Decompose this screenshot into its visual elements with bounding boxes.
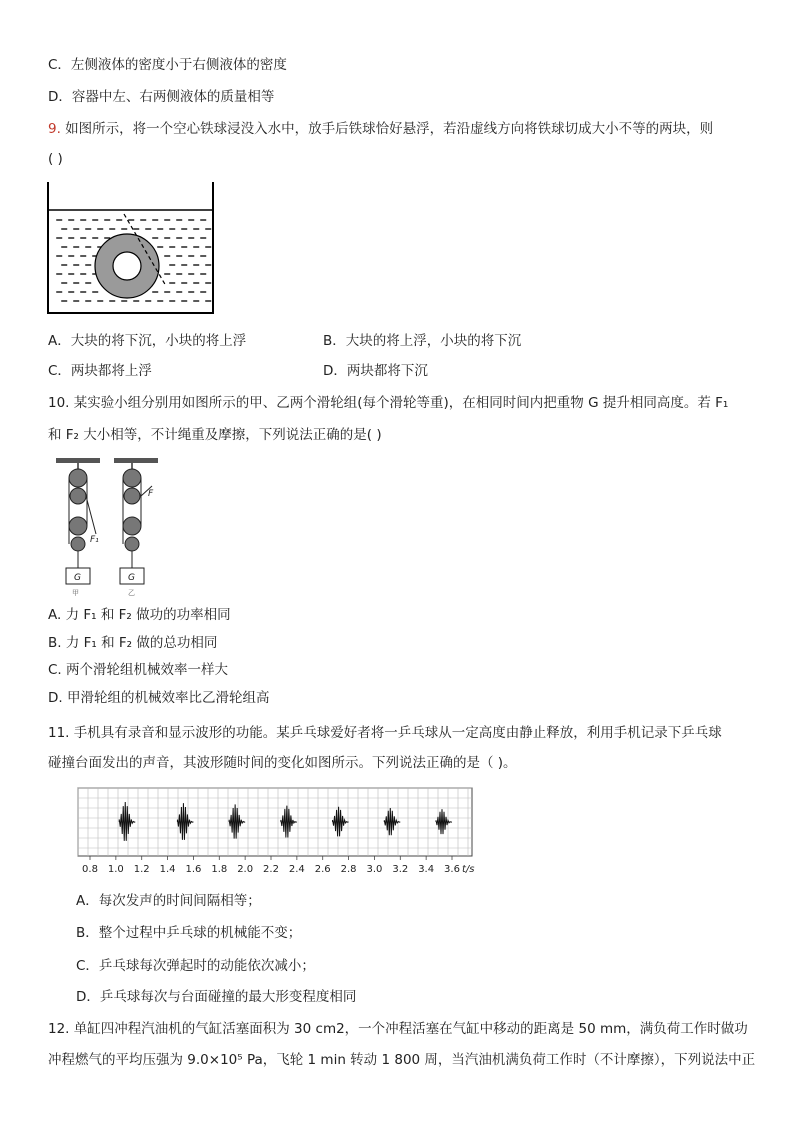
q9-stem-line2: ( ): [48, 151, 63, 167]
q9-stem-text: 如图所示，将一个空心铁球浸没入水中，放手后铁球恰好悬浮，若沿虚线方向将铁球切成大小不等的两块，则: [60, 121, 714, 137]
q10-option-c: C. 两个滑轮组机械效率一样大: [48, 662, 229, 678]
q10-right-load-label: G: [128, 573, 135, 583]
q11-axis-tick-label: 1.0: [107, 864, 124, 875]
q9-option-b: B．大块的将上浮，小块的将下沉: [323, 333, 522, 349]
q10-option-a: A. 力 F₁ 和 F₂ 做功的功率相同: [48, 607, 231, 623]
q11-axis-tick-label: 2.0: [237, 864, 254, 875]
q11-axis-tick-label: 2.2: [263, 864, 279, 875]
q11-axis-tick-label: 0.8: [82, 864, 98, 875]
q10-option-d: D. 甲滑轮组的机械效率比乙滑轮组高: [48, 690, 270, 706]
q8-option-d: D．容器中左、右两侧液体的质量相等: [48, 89, 275, 105]
q11-axis-tick-label: 1.8: [211, 864, 228, 875]
q10-option-b: B. 力 F₁ 和 F₂ 做的总功相同: [48, 635, 218, 651]
q10-right-force-label: F: [148, 489, 154, 499]
q11-option-c: C．乒乓球每次弹起时的动能依次减小；: [76, 958, 315, 974]
q11-axis-tick-label: 2.8: [340, 864, 357, 875]
q10-figure-pulley-systems: [52, 456, 170, 596]
q11-option-b: B．整个过程中乒乓球的机械能不变；: [76, 925, 302, 941]
q11-stem-line2: 碰撞台面发出的声音，其波形随时间的变化如图所示。下列说法正确的是（ )。: [48, 755, 517, 771]
q11-axis-tick-label: 2.4: [288, 864, 305, 875]
q11-axis-unit: t/s: [462, 864, 475, 875]
q9-stem-line1: [48, 119, 713, 139]
q9-option-d: D．两块都将下沉: [323, 363, 428, 379]
q12-stem-line2: 冲程燃气的平均压强为 9.0×10⁵ Pa，飞轮 1 min 转动 1 800 周，当汽油机满负荷工作时（不计摩擦），下列说法中正: [48, 1052, 756, 1068]
q9-number: 9.: [48, 121, 61, 137]
q11-axis-tick-label: 2.6: [314, 864, 331, 875]
q10-right-tag: 乙: [128, 589, 135, 596]
q11-axis-tick-label: 3.2: [392, 864, 409, 875]
q11-option-a: A．每次发声的时间间隔相等；: [76, 893, 261, 909]
q10-left-force-label: F₁: [90, 535, 99, 545]
q9-option-c: C．两块都将上浮: [48, 363, 152, 379]
q11-stem-line1: 11. 手机具有录音和显示波形的功能。某乒乓球爱好者将一乒乓球从一定高度由静止释放，利用手机记录下乒乓球: [48, 725, 722, 741]
q12-stem-line1: 12. 单缸四冲程汽油机的气缸活塞面积为 30 cm2，一个冲程活塞在气缸中移动的距离是 50 mm，满负荷工作时做功: [48, 1021, 748, 1037]
q11-axis-tick-label: 3.0: [366, 864, 383, 875]
q11-axis-tick-label: 3.4: [418, 864, 435, 875]
q10-stem-line2: 和 F₂ 大小相等，不计绳重及摩擦，下列说法正确的是( ): [48, 427, 382, 443]
q10-left-load-label: G: [74, 573, 81, 583]
q11-axis-tick-label: 1.6: [185, 864, 202, 875]
q11-axis-tick-label: 1.4: [159, 864, 176, 875]
q11-axis-tick-label: 3.6: [444, 864, 460, 875]
q9-figure-sphere-in-water: [46, 180, 218, 316]
q8-option-c: C．左侧液体的密度小于右侧液体的密度: [48, 57, 287, 73]
q11-figure-waveform: [74, 786, 484, 878]
q10-stem-line1: 10. 某实验小组分别用如图所示的甲、乙两个滑轮组(每个滑轮等重)，在相同时间内把重物 G 提升相同高度。若 F₁: [48, 395, 729, 411]
q11-axis-tick-label: 1.2: [133, 864, 150, 875]
q10-left-tag: 甲: [72, 589, 79, 596]
q9-option-a: A．大块的将下沉，小块的将上浮: [48, 333, 247, 349]
q11-option-d: D．乒乓球每次与台面碰撞的最大形变程度相同: [76, 989, 357, 1005]
